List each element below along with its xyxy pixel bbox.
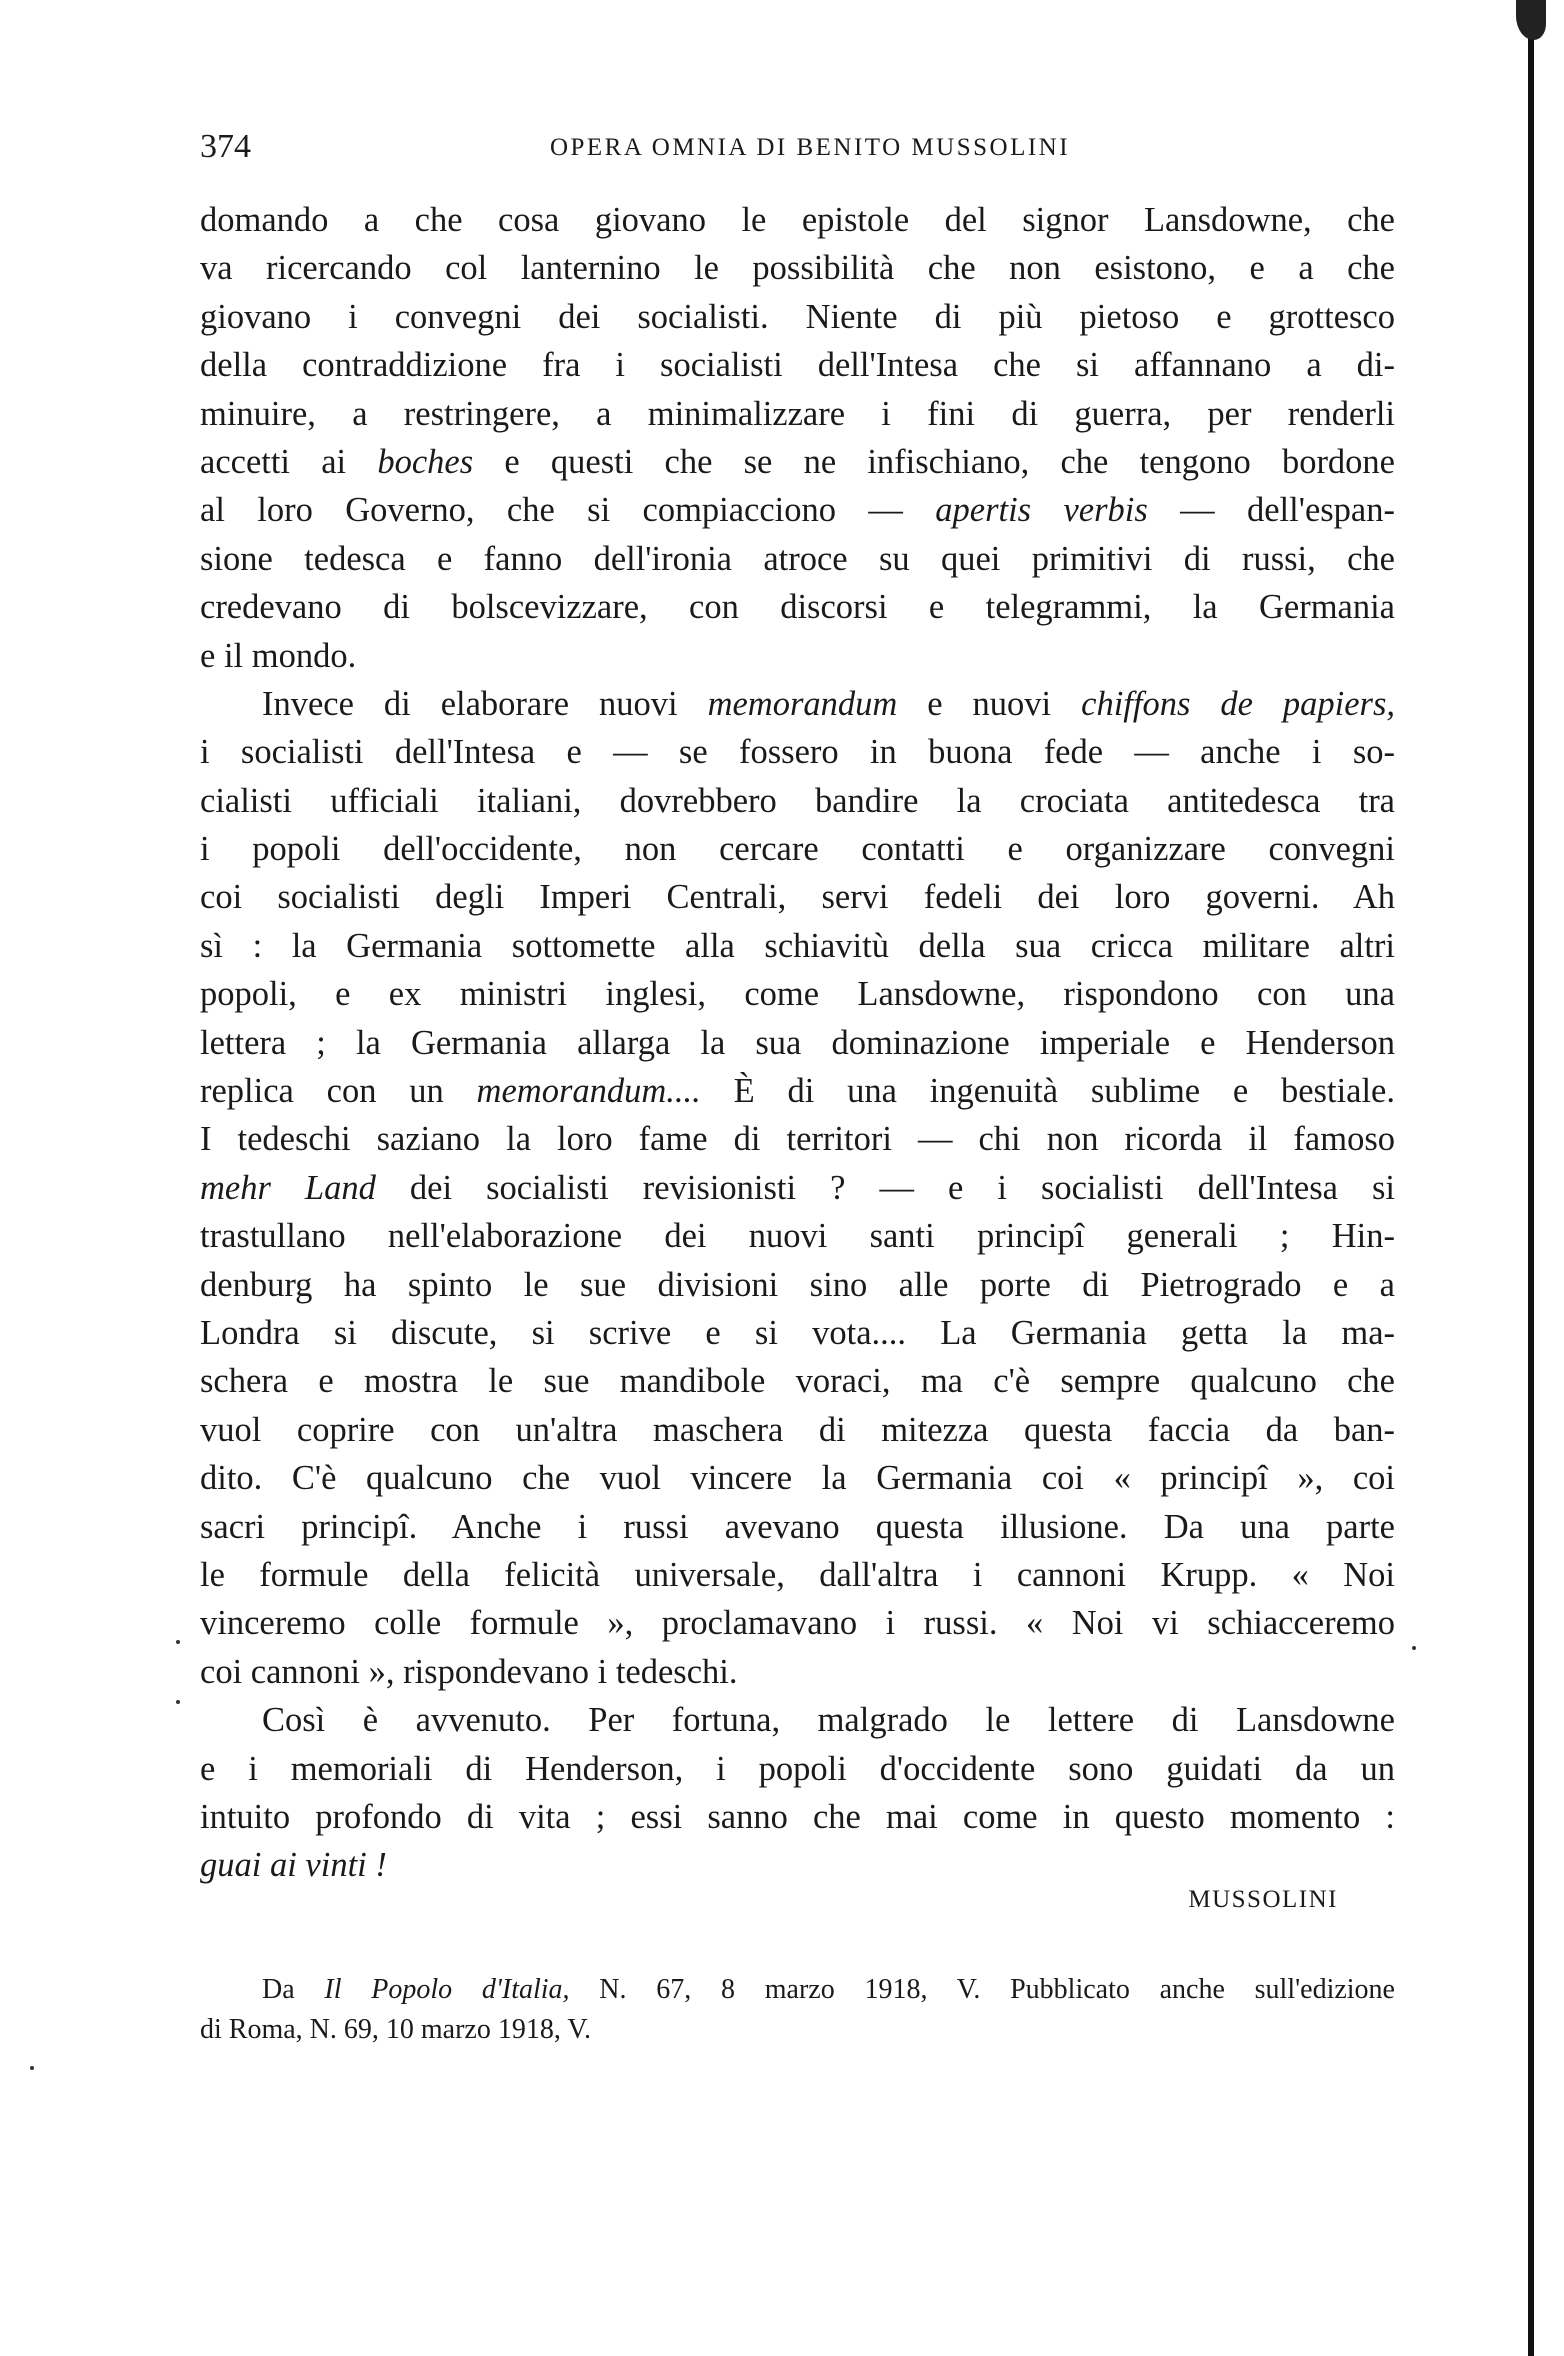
text-run: di Roma, N. 69, 10 marzo 1918, V. [200,2014,591,2045]
text-run: trastullano nell'elaborazione dei nuovi santi principî generali ; Hin- [200,1217,1395,1256]
text-run: e nuovi [897,684,1082,723]
text-line [200,1745,1395,1793]
text-run: i popoli dell'occidente, non cercare contatti e organizzare convegni [200,830,1395,869]
scan-speck [176,1700,180,1704]
text-line [200,390,1395,438]
text-run: minuire, a restringere, a minimalizzare i fini di guerra, per renderli [200,394,1395,433]
italic-phrase: mehr Land [200,1168,376,1207]
text-run: le formule della felicità universale, dall'altra i cannoni Krupp. « Noi [200,1555,1395,1594]
text-run: sione tedesca e fanno dell'ironia atroce su quei primitivi di russi, che [200,539,1395,578]
text-line [200,1019,1395,1067]
text-run: e questi che se ne infischiano, che tengono bordone [473,442,1395,481]
text-run: credevano di bolscevizzare, con discorsi e telegrammi, la Germania [200,588,1395,627]
text-line [200,1212,1395,1260]
text-run: I tedeschi saziano la loro fame di territori — chi non ricorda il famoso [200,1120,1395,1159]
text-run: — dell'espan- [1147,491,1395,530]
article-body [200,196,1395,1890]
text-line [200,728,1395,776]
text-line [200,1696,1395,1744]
text-run: cialisti ufficiali italiani, dovrebbero bandire la crociata antitedesca tra [200,781,1395,820]
text-run: i socialisti dell'Intesa e — se fossero in buona fede — anche i so- [200,733,1395,772]
text-line [200,1793,1395,1841]
text-run: lettera ; la Germania allarga la sua dominazione imperiale e Henderson [200,1023,1395,1062]
text-line [200,1841,1395,1889]
scan-artifact [1516,0,1546,40]
binding-edge [1528,0,1534,2356]
text-line [200,1115,1395,1163]
text-line [200,244,1395,292]
text-line [200,1551,1395,1599]
text-run: vinceremo colle formule », proclamavano i russi. « Noi vi schiacceremo [200,1604,1395,1643]
author-signature: MUSSOLINI [1188,1886,1338,1913]
text-run: accetti ai [200,442,378,481]
text-line [200,1454,1395,1502]
text-line [200,486,1395,534]
text-run: intuito profondo di vita ; essi sanno che mai come in questo momento : [200,1797,1395,1836]
text-run: È di una ingenuità sublime e bestiale. [700,1072,1395,1111]
text-line [200,1357,1395,1405]
text-line [200,1599,1395,1647]
text-line [200,680,1395,728]
text-run: schera e mostra le sue mandibole voraci, ma c'è sempre qualcuno che [200,1362,1395,1401]
italic-phrase: apertis verbis [935,491,1148,530]
scan-speck [1412,1646,1416,1650]
text-run: sacri principî. Anche i russi avevano questa illusione. Da una parte [200,1507,1395,1546]
text-line [200,1261,1395,1309]
text-line [200,293,1395,341]
italic-phrase: memorandum.... [476,1072,701,1111]
text-line [200,632,1395,680]
text-line [200,922,1395,970]
text-run: Così è avvenuto. Per fortuna, malgrado le lettere di Lansdowne [262,1701,1395,1740]
source-note [200,1970,1395,2050]
text-line [200,1406,1395,1454]
text-run: coi socialisti degli Imperi Centrali, servi fedeli dei loro governi. Ah [200,878,1395,917]
text-line [200,535,1395,583]
text-line [200,583,1395,631]
page-number: 374 [200,128,251,165]
text-run: coi cannoni », rispondevano i tedeschi. [200,1652,738,1691]
text-run: Londra si discute, si scrive e si vota.... La Germania getta la ma- [200,1313,1395,1352]
text-run: Da [262,1974,325,2005]
text-line [200,1648,1395,1696]
note-line [200,2010,1395,2050]
italic-phrase: boches [377,442,474,481]
text-line [200,1067,1395,1115]
italic-phrase: guai ai vinti ! [200,1846,387,1885]
scan-speck [176,1640,180,1644]
publication-title: Il Popolo d'Italia, [324,1974,570,2005]
text-run: popoli, e ex ministri inglesi, come Lansdowne, rispondono con una [200,975,1395,1014]
text-run: e i memoriali di Henderson, i popoli d'occidente sono guidati da un [200,1749,1395,1788]
page-header [200,128,1390,178]
text-run: sì : la Germania sottomette alla schiavitù della sua cricca militare altri [200,926,1395,965]
text-run: denburg ha spinto le sue divisioni sino alle porte di Pietrogrado e a [200,1265,1395,1304]
text-run: dei socialisti revisionisti ? — e i socialisti dell'Intesa si [375,1168,1395,1207]
text-run: e il mondo. [200,636,357,675]
text-run: dito. C'è qualcuno che vuol vincere la Germania coi « principî », coi [200,1459,1395,1498]
text-run: giovano i convegni dei socialisti. Niente di più pietoso e grottesco [200,297,1395,336]
text-run: domando a che cosa giovano le epistole del signor Lansdowne, che [200,201,1395,239]
text-run: vuol coprire con un'altra maschera di mitezza questa faccia da ban- [200,1410,1395,1449]
text-line [200,1309,1395,1357]
text-line [200,873,1395,921]
text-line [200,341,1395,389]
note-line [200,1970,1395,2010]
text-line [200,777,1395,825]
text-line [200,438,1395,486]
text-run: al loro Governo, che si compiacciono — [200,491,936,530]
italic-phrase: chiffons de papiers, [1081,684,1396,723]
text-run: della contraddizione fra i socialisti dell'Intesa che si affannano a di- [200,346,1395,385]
italic-phrase: memorandum [707,684,898,723]
text-line [200,196,1395,244]
running-head: OPERA OMNIA DI BENITO MUSSOLINI [549,134,1071,161]
text-run: Invece di elaborare nuovi [262,684,708,723]
text-line [200,1503,1395,1551]
text-run: va ricercando col lanternino le possibilità che non esistono, e a che [200,249,1395,288]
text-line [200,825,1395,873]
scan-speck [30,2066,34,2070]
text-line [200,1164,1395,1212]
text-line [200,970,1395,1018]
text-run: N. 67, 8 marzo 1918, V. Pubblicato anche sull'edizione [569,1974,1395,2005]
text-run: replica con un [200,1072,477,1111]
